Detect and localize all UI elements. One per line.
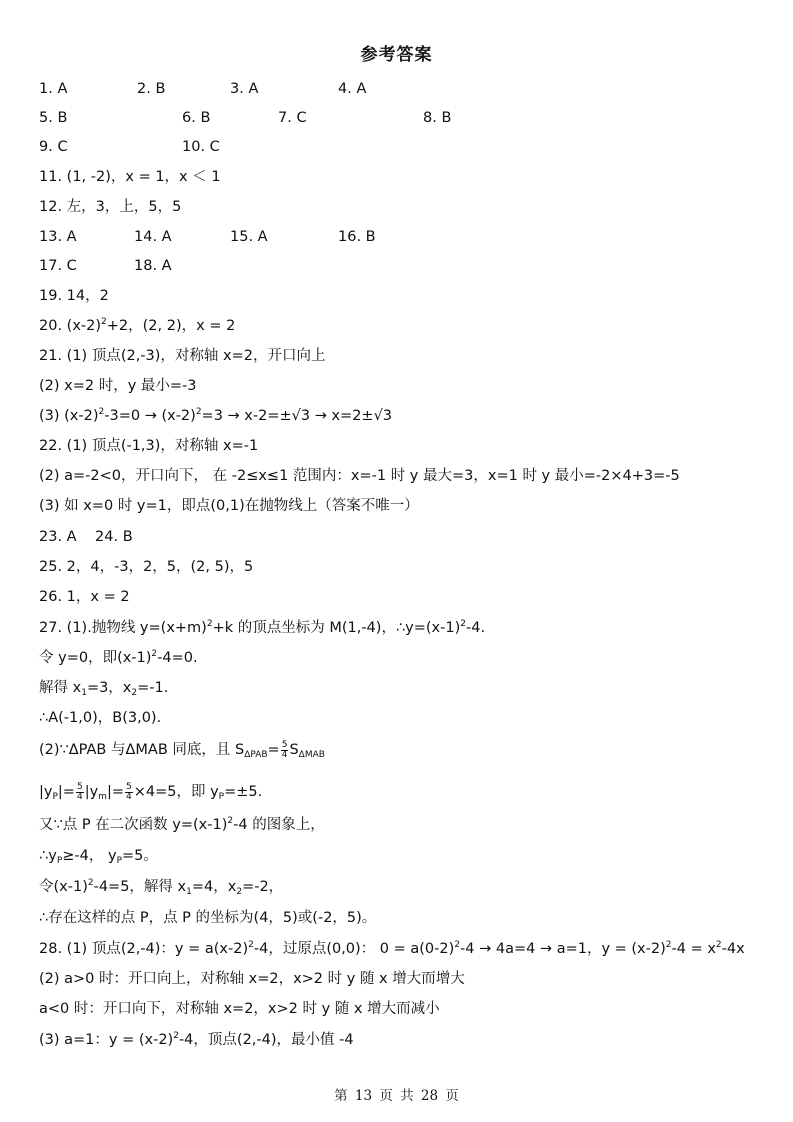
answer-3: 3. A [230,81,259,97]
answer-27-line-5: (2)∵ΔPAB 与ΔMAB 同底，且 $S_{\Delta PAB}=$ $\frac{5}{4}$ $S_{\Delta MAB}$ [39,739,325,760]
answer-17: 17. C [39,258,77,274]
answer-21-part-3: (3) $(x-2)^2-3=0 \to (x-2)^2=3 \to x-2=\pm√3 \to x=2\pm√3$ [39,407,393,424]
answer-27-line-4: ∴A(-1,0)，B(3,0). [39,710,162,726]
answer-22-part-1: 22. (1) 顶点(-1,3)，对称轴 x=-1 [39,438,259,454]
fraction: $\frac{5}{4}$ [125,781,132,802]
answer-25: 25. 2，4，-3，2，5，(2, 5)，5 [39,559,254,575]
answer-28-part-2b: a<0 时：开口向下，对称轴 x=2，x>2 时 y 随 x 增大而减小 [39,1001,440,1017]
answer-23-24: 23. A 24. B [39,529,133,545]
answer-26: 26. 1，x = 2 [39,589,130,605]
page-footer: 第 13 页 共 28 页 [334,1088,459,1104]
page-title: 参考答案 [360,45,433,65]
answer-20: 20. $(x-2)^2+2$，(2, 2)，x = 2 [39,317,236,334]
answer-4: 4. A [338,81,367,97]
answer-27-line-3: 解得 $x_1=3$，$x_2=-1$. [39,680,169,698]
answer-27-part-1: 27. (1).抛物线 $y=(x+m)^2+k$ 的顶点坐标为 M(1,-4)，$\therefore y=(x-1)^2-4$. [39,619,486,636]
answer-10: 10. C [182,139,220,155]
answer-8: 8. B [423,110,452,126]
answer-18: 18. A [134,258,172,274]
answer-19: 19. 14，2 [39,288,109,304]
answer-13: 13. A [39,229,77,245]
answer-2: 2. B [137,81,166,97]
answer-27-line-9: 令$(x-1)^2-4=5$，解得 $x_1=4$，$x_2=-2$， [39,878,284,897]
answer-15: 15. A [230,229,268,245]
answer-7: 7. C [278,110,307,126]
answer-1: 1. A [39,81,68,97]
answer-27-line-6: $|y_P|=$ $\frac{5}{4}$ $|y_m|=$ $\frac{5}{4}$ ×4=5，即 $y_P=\pm 5$. [39,781,263,802]
answer-6: 6. B [182,110,211,126]
answer-14: 14. A [134,229,172,245]
answer-28-part-1: 28. (1) 顶点(2,-4)：$y = a(x-2)^2-4$，过原点(0,0)： $0 = a(0-2)^2-4 \to 4a=4 \to a=1$，$y = (x-2)^2-4 = x^2-4x$ [39,940,745,957]
answer-9: 9. C [39,139,68,155]
answer-27-line-7: 又∵点 P 在二次函数 $y=(x-1)^2-4$ 的图象上， [39,816,325,833]
answer-22-part-3: (3) 如 x=0 时 y=1，即点(0,1)在抛物线上（答案不唯一） [39,498,419,514]
answer-27-line-2: 令 y=0，即$(x-1)^2-4=0$. [39,649,198,666]
answer-27-line-10: ∴存在这样的点 P，点 P 的坐标为(4，5)或(-2，5)。 [39,910,377,926]
answer-12: 12. 左，3，上，5，5 [39,199,182,215]
answer-28-part-3: (3) a=1：$y = (x-2)^2-4$，顶点(2,-4)，最小值 -4 [39,1031,354,1048]
answer-16: 16. B [338,229,376,245]
fraction: $\frac{5}{4}$ [281,739,288,760]
answer-21-part-2: (2) x=2 时，y 最小=-3 [39,378,197,394]
answer-28-part-2: (2) a>0 时：开口向上，对称轴 x=2，x>2 时 y 随 x 增大而增大 [39,971,465,987]
answer-5: 5. B [39,110,68,126]
fraction: $\frac{5}{4}$ [76,781,83,802]
answer-21-part-1: 21. (1) 顶点(2,-3)，对称轴 x=2，开口向上 [39,348,326,364]
answer-27-line-8: $\therefore y_P\ge-4$， $y_P=5$。 [39,848,158,866]
answer-22-part-2: (2) a=-2<0，开口向下， 在 -2≤x≤1 范围内：x=-1 时 y 最大=3，x=1 时 y 最小=-2×4+3=-5 [39,468,680,484]
answer-11: 11. (1, -2)，x = 1，x ＜ 1 [39,169,221,185]
